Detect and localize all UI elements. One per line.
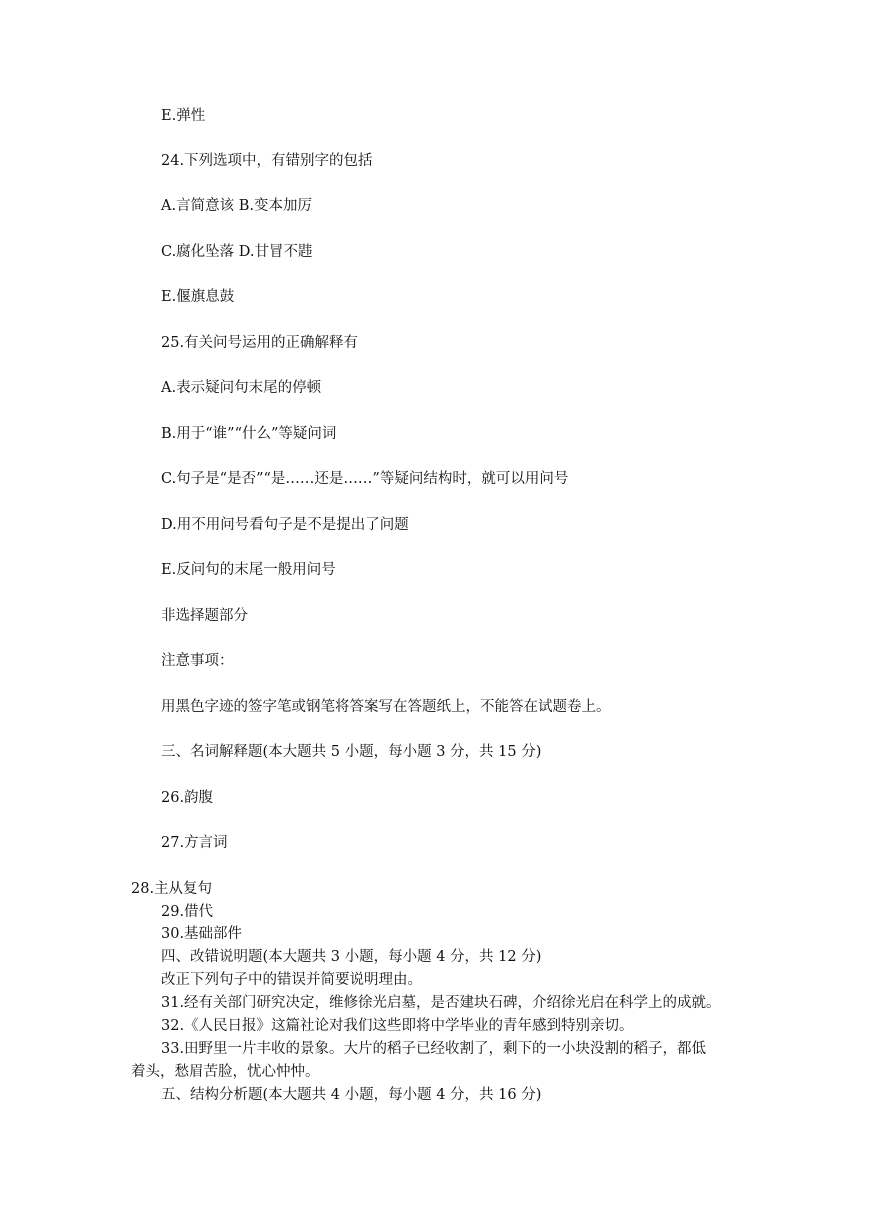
question-24-options-ab: A.言简意该 B.变本加厉 [161, 198, 312, 214]
section-four-instruction: 改正下列句子中的错误并简要说明理由。 [161, 972, 422, 988]
question-30: 30.基础部件 [161, 926, 243, 942]
question-29: 29.借代 [161, 904, 214, 920]
notice-heading: 注意事项： [161, 653, 234, 669]
question-25-option-b: B.用于“谁”“什么”等疑问词 [161, 426, 337, 442]
notice-text: 用黑色字迹的签字笔或钢笔将答案写在答题纸上，不能答在试题卷上。 [161, 699, 611, 715]
section-three-heading: 三、名词解释题(本大题共 5 小题，每小题 3 分，共 15 分) [161, 744, 542, 760]
option-e-elasticity: E.弹性 [161, 108, 206, 124]
question-25-option-d: D.用不用问号看句子是不是提出了问题 [161, 517, 409, 533]
question-24-option-e: E.偃旗息鼓 [161, 289, 235, 305]
question-25: 25.有关问号运用的正确解释有 [161, 335, 359, 351]
question-26: 26.韵腹 [161, 790, 214, 806]
question-24: 24.下列选项中，有错别字的包括 [161, 153, 373, 169]
question-28: 28.主从复句 [131, 881, 213, 897]
question-32: 32.《人民日报》这篇社论对我们这些即将中学毕业的青年感到特别亲切。 [161, 1018, 634, 1034]
section-five-heading: 五、结构分析题(本大题共 4 小题，每小题 4 分，共 16 分) [161, 1087, 542, 1103]
question-27: 27.方言词 [161, 835, 228, 851]
question-25-option-c: C.句子是“是否”“是……还是……”等疑问结构时，就可以用问号 [161, 471, 569, 487]
question-33-line-2: 着头，愁眉苦脸，忧心忡忡。 [131, 1064, 320, 1080]
question-31: 31.经有关部门研究决定，维修徐光启墓，是否建块石碑，介绍徐光启在科学上的成就。 [161, 995, 721, 1011]
question-25-option-e: E.反问句的末尾一般用问号 [161, 562, 336, 578]
question-33-line-1: 33.田野里一片丰收的景象。大片的稻子已经收割了，剩下的一小块没割的稻子，都低 [161, 1041, 707, 1057]
question-25-option-a: A.表示疑问句末尾的停顿 [161, 380, 322, 396]
section-heading-non-choice: 非选择题部分 [161, 608, 248, 624]
question-24-options-cd: C.腐化坠落 D.甘冒不韪 [161, 244, 313, 260]
section-four-heading: 四、改错说明题(本大题共 3 小题，每小题 4 分，共 12 分) [161, 949, 542, 965]
